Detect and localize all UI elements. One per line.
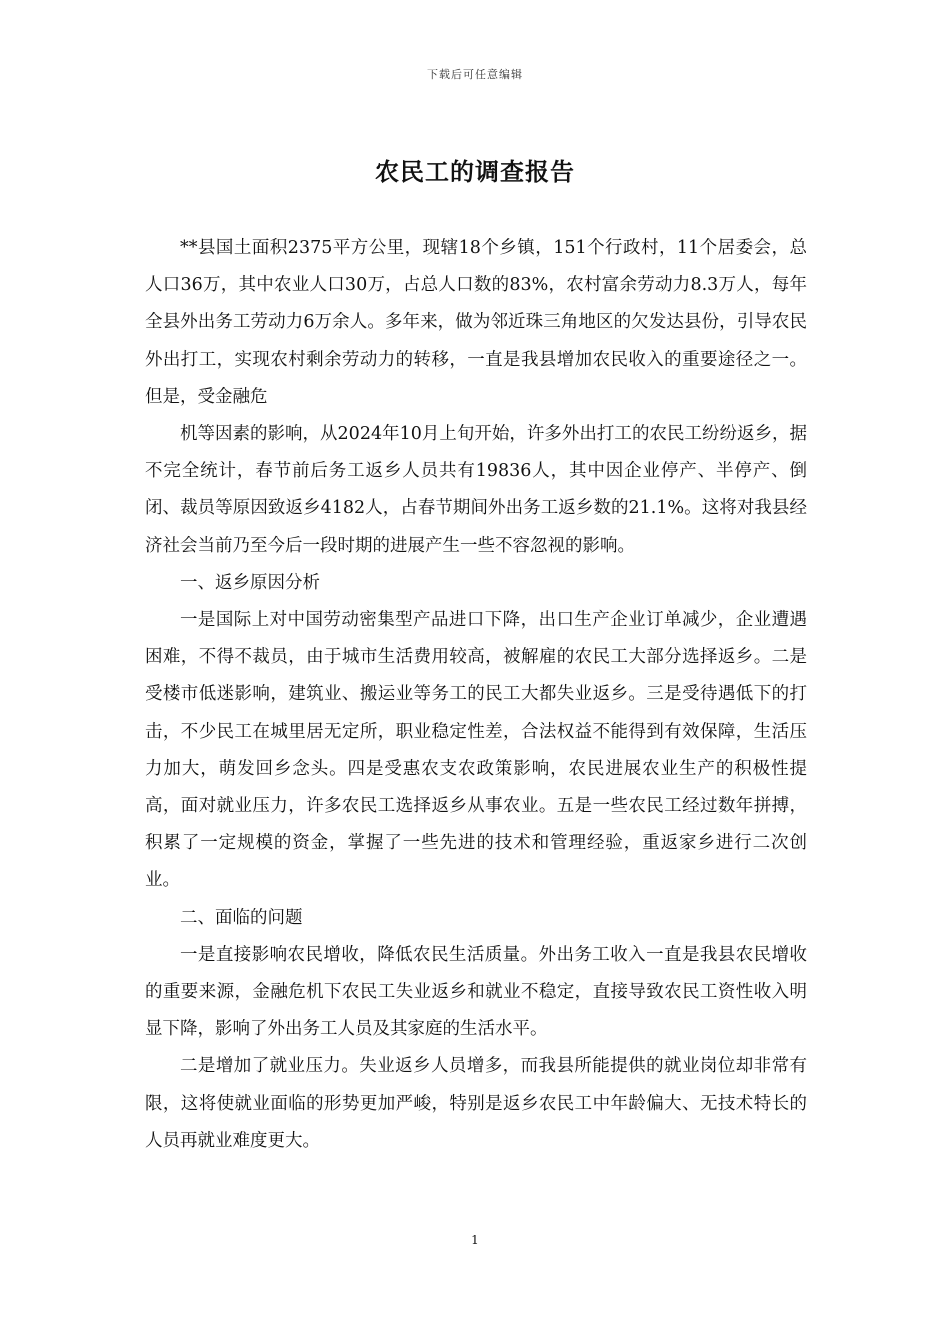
page-header-note: 下载后可任意编辑 bbox=[427, 68, 523, 81]
paragraph-problem-income: 一是直接影响农民增收，降低农民生活质量。外出务工收入一直是我县农民增收的重要来源，金融危机下农民工失业返乡和就业不稳定，直接导致农民工资性收入明显下降，影响了外出务工人员及其家庭的生活水平。 bbox=[145, 944, 807, 1040]
section-heading-problems: 二、面临的问题 bbox=[180, 907, 303, 928]
document-title: 农民工的调查报告 bbox=[375, 158, 575, 186]
page-number: 1 bbox=[471, 1233, 479, 1247]
paragraph-reasons: 一是国际上对中国劳动密集型产品进口下降，出口生产企业订单减少，企业遭遇困难，不得不裁员，由于城市生活费用较高，被解雇的农民工大部分选择返乡。二是受楼市低迷影响，建筑业、搬运业等务工的民工大都失业返乡。三是受待遇低下的打击，不少民工在城里居无定所，职业稳定性差，合法权益不能得到有效保障，生活压力加大，萌发回乡念头。四是受惠农支农政策影响，农民进展农业生产的积极性提高，面对就业压力，许多农民工选择返乡从事农业。五是一些农民工经过数年拼搏，积累了一定规模的资金，掌握了一些先进的技术和管理经验，重返家乡进行二次创业。 bbox=[145, 610, 807, 891]
section-heading-reasons: 一、返乡原因分析 bbox=[180, 572, 320, 593]
document-body bbox=[145, 230, 807, 1160]
paragraph-impact: 机等因素的影响，从2024年10月上旬开始，许多外出打工的农民工纷纷返乡，据不完全统计，春节前后务工返乡人员共有19836人，其中因企业停产、半停产、倒闭、裁员等原因致返乡4182人，占春节期间外出务工返乡数的21.1%。这将对我县经济社会当前乃至今后一段时期的进展产生一些不容忽视的影响。 bbox=[145, 424, 807, 556]
paragraph-problem-employment: 二是增加了就业压力。失业返乡人员增多，而我县所能提供的就业岗位却非常有限，这将使就业面临的形势更加严峻，特别是返乡农民工中年龄偏大、无技术特长的人员再就业难度更大。 bbox=[145, 1056, 807, 1151]
paragraph-intro: **县国土面积2375平方公里，现辖18个乡镇，151个行政村，11个居委会，总人口36万，其中农业人口30万，占总人口数的83%，农村富余劳动力8.3万人，每年全县外出务工劳动力6万余人。多年来，做为邻近珠三角地区的欠发达县份，引导农民外出打工，实现农村剩余劳动力的转移，一直是我县增加农民收入的重要途径之一。但是，受金融危 bbox=[145, 238, 807, 407]
